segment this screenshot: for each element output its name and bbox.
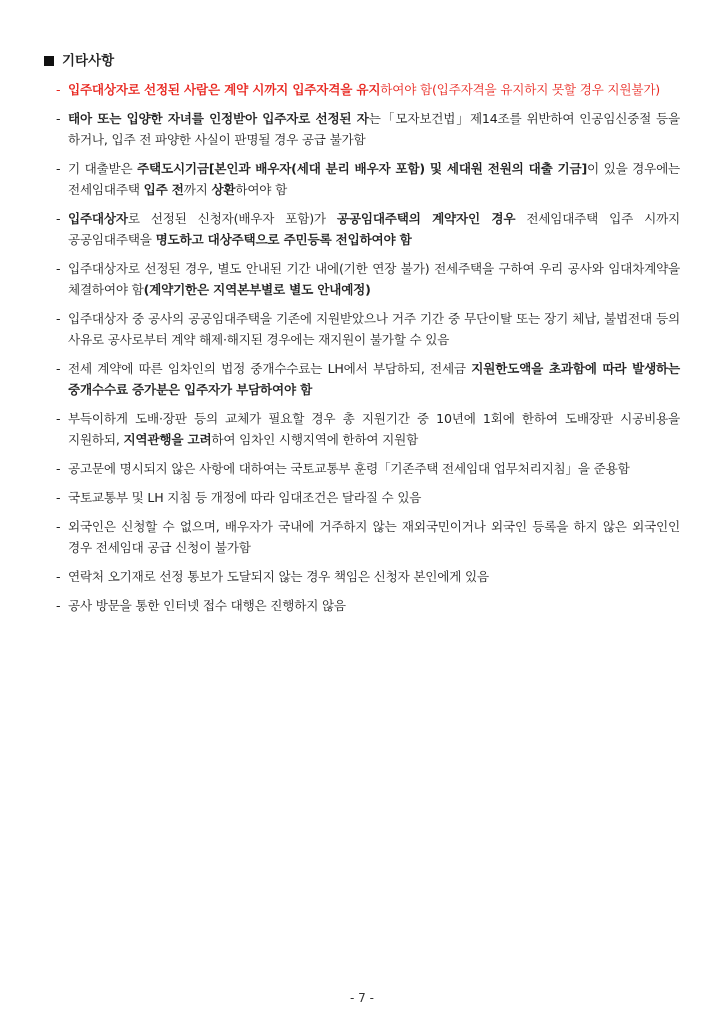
dash-bullet: -	[56, 82, 61, 97]
notice-item	[56, 358, 680, 400]
notice-item	[56, 79, 680, 100]
dash-bullet: -	[56, 161, 61, 176]
body-text: 로 선정된 신청자(배우자 포함)가	[127, 211, 337, 226]
dash-bullet: -	[56, 569, 61, 584]
body-text: 연락처 오기재로 선정 통보가 도달되지 않는 경우 책임은 신청자 본인에게 있음	[68, 569, 489, 584]
dash-bullet: -	[56, 111, 61, 126]
section-heading	[44, 49, 114, 69]
body-text: 기 대출받은	[68, 161, 138, 176]
body-text: 부득이하게 도배·장판 등의 교체가 필요할 경우 총 지원기간 중 10년에 1회에 한하여 도배장판 시공비용을 지원하되,	[68, 411, 680, 447]
notice-item	[56, 308, 680, 350]
notice-item	[56, 516, 680, 558]
notice-item	[56, 208, 680, 250]
body-text: 하여야 함(입주자격을 유지하지 못할 경우 지원불가)	[380, 82, 661, 97]
notice-item	[56, 487, 680, 508]
emphasized-text: 지역관행을 고려	[123, 432, 212, 447]
dash-bullet: -	[56, 461, 61, 476]
body-text: 이 있을 경우에는 전세임대주택	[68, 161, 681, 197]
notice-item	[56, 258, 680, 300]
emphasized-text: 명도하고 대상주택으로 주민등록 전입하여야 함	[155, 232, 412, 247]
section-title-text: 기타사항	[62, 53, 115, 69]
dash-bullet: -	[56, 261, 61, 276]
notice-item	[56, 458, 680, 479]
dash-bullet: -	[56, 361, 61, 376]
dash-bullet: -	[56, 490, 61, 505]
emphasized-text: 주택도시기금[본인과 배우자(세대 분리 배우자 포함) 및 세대원 전원의 대출 기금]	[137, 161, 588, 176]
notice-item	[56, 595, 680, 616]
emphasized-text: 태아 또는 입양한 자녀를 인정받아 입주자로 선정된 자	[68, 111, 369, 126]
body-text: 입주대상자로 선정된 경우, 별도 안내된 기간 내에(기한 연장 불가) 전세주택을 구하여 우리 공사와 임대차계약을 체결하여야 함	[68, 261, 680, 297]
emphasized-text: 입주대상자	[68, 211, 128, 226]
page-number: - 7 -	[350, 991, 374, 1005]
emphasized-text: 입주대상자로 선정된 사람은 계약 시까지 입주자격을 유지	[68, 82, 381, 97]
emphasized-text: 상환	[211, 182, 236, 197]
emphasized-text: (계약기한은 지역본부별로 별도 안내예정)	[143, 282, 371, 297]
emphasized-text: 지원한도액을 초과함에 따라 발생하는 중개수수료 증가분은 입주자가 부담하여야 함	[68, 361, 680, 397]
body-text: 외국인은 신청할 수 없으며, 배우자가 국내에 거주하지 않는 재외국민이거나 외국인 등록을 하지 않은 외국인인 경우 전세임대 공급 신청이 불가함	[68, 519, 680, 555]
notice-list	[56, 79, 680, 624]
body-text: 공고문에 명시되지 않은 사항에 대하여는 국토교통부 훈령「기존주택 전세임대 업무처리지침」을 준용함	[68, 461, 630, 476]
dash-bullet: -	[56, 519, 61, 534]
notice-item	[56, 108, 680, 150]
body-text: 전세 계약에 따른 임차인의 법정 중개수수료는 LH에서 부담하되, 전세금	[68, 361, 472, 376]
notice-item	[56, 566, 680, 587]
body-text: 하여 임차인 시행지역에 한하여 지원함	[211, 432, 419, 447]
body-text: 까지	[183, 182, 212, 197]
body-text: 국토교통부 및 LH 지침 등 개정에 따라 임대조건은 달라질 수 있음	[68, 490, 422, 505]
body-text: 입주대상자 중 공사의 공공임대주택을 기존에 지원받았으나 거주 기간 중 무단이탈 또는 장기 체납, 불법전대 등의 사유로 공사로부터 계약 해제·해지된 경우에는 재지원이 불가할 수 있음	[68, 311, 680, 347]
emphasized-text: 공공임대주택의 계약자인 경우	[336, 211, 516, 226]
emphasized-text: 입주 전	[143, 182, 184, 197]
body-text: 공사 방문을 통한 인터넷 접수 대행은 진행하지 않음	[68, 598, 346, 613]
dash-bullet: -	[56, 211, 61, 226]
body-text: 하여야 함	[235, 182, 288, 197]
square-bullet-icon	[44, 56, 54, 66]
dash-bullet: -	[56, 598, 61, 613]
dash-bullet: -	[56, 311, 61, 326]
dash-bullet: -	[56, 411, 61, 426]
notice-item	[56, 408, 680, 450]
notice-item	[56, 158, 680, 200]
body-text: 는「모자보건법」제14조를 위반하여 인공임신중절 등을 하거나, 입주 전 파양한 사실이 판명될 경우 공급 불가함	[68, 111, 680, 147]
body-text: 전세임대주택 입주 시까지 공공임대주택을	[68, 211, 680, 247]
